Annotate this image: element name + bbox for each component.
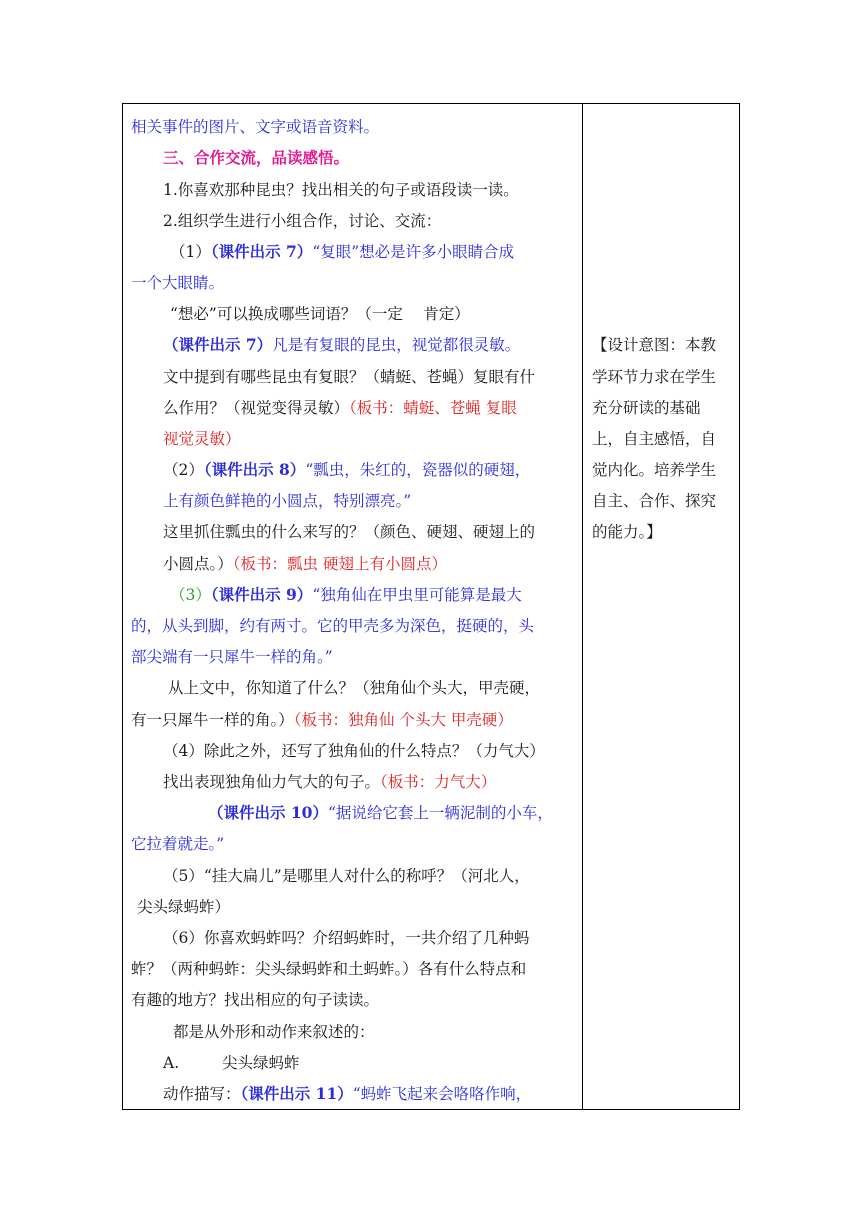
- quote-text: “复眼”想必是许多小眼睛合成: [312, 243, 515, 261]
- quote-text: “瓢虫，朱红的，瓷器似的硬翅，: [305, 461, 531, 479]
- text-line: 尖头绿蚂蚱: [222, 1054, 300, 1072]
- slide-tag: （课件出示 9）: [210, 585, 313, 604]
- column-divider: [582, 103, 583, 1110]
- item-6: （6）你喜欢蚂蚱吗？介绍蚂蚱时，一共介绍了几种蚂: [163, 929, 530, 947]
- board-note: （板书：瓢虫 硬翅上有小圆点）: [232, 555, 447, 573]
- label-text: 动作描写：: [163, 1085, 241, 1103]
- question-text: [163, 554, 447, 574]
- quote-text: 一个大眼睛。: [131, 274, 225, 292]
- question-text: [163, 398, 517, 418]
- item-number: （2）: [163, 461, 204, 479]
- question-text: [131, 710, 513, 730]
- question-text: 有趣的地方？找出相应的句子读读。: [131, 991, 380, 1009]
- question-1: 1.你喜欢那种昆虫？找出相关的句子或语段读一读。: [163, 181, 519, 199]
- design-intent-line: 充分研读的基础: [592, 399, 701, 417]
- answer-text: 尖头绿蚂蚱）: [137, 898, 231, 916]
- question-text: [163, 772, 496, 792]
- design-intent-line: 学环节力求在学生: [592, 368, 717, 386]
- design-intent-line: 【设计意图：本教: [592, 336, 717, 354]
- question-text: 这里抓住瓢虫的什么来写的？（颜色、硬翅、硬翅上的: [163, 523, 536, 541]
- board-note: （板书：蜻蜓、苍蝇 复眼: [349, 399, 517, 417]
- slide-tag: （课件出示 11）: [240, 1084, 353, 1103]
- item-3: [170, 585, 522, 605]
- answer-text: 有一只犀牛一样的角。）: [131, 711, 294, 729]
- quote-text: 的，从头到脚，约有两寸。它的甲壳多为深色，挺硬的，头: [131, 617, 535, 635]
- item-4c: [208, 803, 553, 823]
- item-4: （4）除此之外，还写了独角仙的什么特点？（力气大）: [163, 742, 545, 760]
- text-line: 都是从外形和动作来叙述的：: [173, 1023, 375, 1041]
- question-text: 蚱？（两种蚂蚱：尖头绿蚂蚱和土蚂蚱。）各有什么特点和: [131, 960, 527, 978]
- slide-tag: （课件出示 10）: [208, 803, 328, 822]
- question-text: 文中提到有哪些昆虫有复眼？（蜻蜓、苍蝇）复眼有什: [163, 368, 536, 386]
- item-2: [163, 460, 530, 480]
- quote-text: “独角仙在甲虫里可能算是最大: [312, 586, 522, 604]
- question-2: 2.组织学生进行小组合作，讨论、交流：: [163, 212, 442, 230]
- slide-tag: （课件出示 8）: [203, 460, 306, 479]
- text-line: 相关事件的图片、文字或语音资料。: [131, 118, 380, 136]
- question-text: 从上文中，你知道了什么？（独角仙个头大，甲壳硬，: [168, 679, 541, 697]
- design-intent-line: 上，自主感悟，自: [592, 430, 717, 448]
- item-action: [163, 1084, 531, 1104]
- item-1: [170, 242, 514, 262]
- section-heading: 三、合作交流，品读感悟。: [163, 148, 350, 167]
- quote-text: 它拉着就走。”: [131, 835, 225, 853]
- board-note: 视觉灵敏）: [163, 430, 241, 448]
- quote-text: 凡是有复眼的昆虫，视觉都很灵敏。: [272, 336, 521, 354]
- design-intent-line: 觉内化。培养学生: [592, 461, 717, 479]
- list-marker: A.: [163, 1054, 180, 1072]
- slide-tag: （课件出示 7）: [163, 335, 273, 354]
- item-number: （1）: [170, 243, 211, 261]
- item-5: （5）“挂大扁儿”是哪里人对什么的称呼？（河北人，: [163, 867, 530, 885]
- answer-text: 么作用？（视觉变得灵敏）: [163, 399, 350, 417]
- slide-tag: （课件出示 7）: [210, 242, 313, 261]
- quote-text: 上有颜色鲜艳的小圆点，特别漂亮。”: [163, 492, 412, 510]
- board-note: （板书：独角仙 个头大 甲壳硬）: [293, 711, 513, 729]
- design-intent-line: 自主、合作、探究: [592, 492, 717, 510]
- question-text: “想必”可以换成哪些词语？（一定 肯定）: [170, 305, 470, 323]
- quote-text: 部尖端有一只犀牛一样的角。”: [131, 648, 333, 666]
- quote-text: “据说给它套上一辆泥制的小车，: [327, 804, 553, 822]
- item-number: （3）: [170, 586, 211, 604]
- answer-text: 找出表现独角仙力气大的句子。: [163, 773, 381, 791]
- board-note: （板书：力气大）: [380, 773, 497, 791]
- quote-text: “蚂蚱飞起来会咯咯作响，: [352, 1085, 532, 1103]
- design-intent-line: 的能力。】: [592, 523, 662, 541]
- answer-text: 小圆点。）: [163, 555, 233, 573]
- item-1b: [163, 335, 520, 355]
